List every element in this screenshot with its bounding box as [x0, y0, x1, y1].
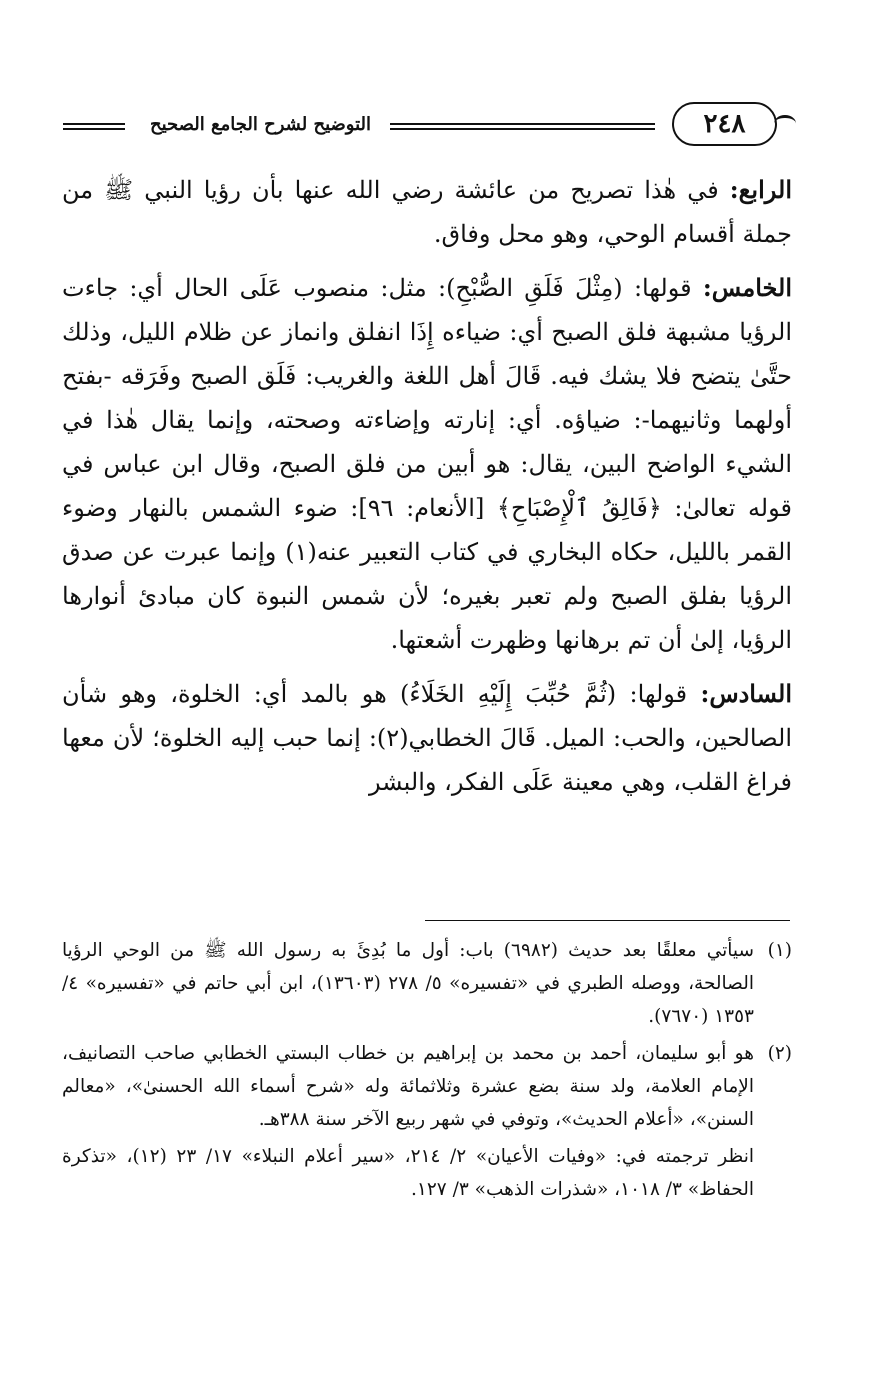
header-rule-right [390, 123, 655, 130]
page-number: ٢٤٨ [703, 109, 746, 139]
footnotes [62, 934, 792, 1206]
book-title: التوضيح لشرح الجامع الصحيح [149, 114, 372, 135]
paragraph-lead: الخامس: [702, 273, 792, 302]
footnote-text: سيأتي معلقًا بعد حديث (٦٩٨٢) باب: أول ما بُدِئَ به رسول الله ﷺ من الوحي الرؤيا الصالحة، ووصله الطبري في «تفسيره» ٥/ ٢٧٨ (١٣٦٠٣)، ابن أبي حاتم في «تفسيره» ٤/ ١٣٥٣ (٧٦٧٠). [62, 940, 755, 1027]
ornament-icon [774, 115, 796, 132]
running-header [60, 100, 790, 160]
paragraph-lead: الرابع: [729, 175, 792, 204]
footnote-1 [62, 934, 792, 1033]
paragraph-fourth [62, 168, 792, 256]
footnote-separator [425, 920, 790, 921]
footnote-2 [62, 1037, 792, 1136]
footnote-marker: (١) [767, 940, 792, 961]
paragraph-text: قولها: (ثُمَّ حُبِّبَ إِلَيْهِ الخَلَاءُ) هو بالمد أي: الخلوة، وهو شأن الصالحين، والحب: الميل. قَالَ الخطابي(٢): إنما حبب إليه الخلوة؛ لأن معها فراغ القلب، وهي معينة عَلَى الفكر، والبشر [62, 680, 792, 796]
paragraph-text: في هٰذا تصريح من عائشة رضي الله عنها بأن رؤيا النبي ﷺ من جملة أقسام الوحي، وهو محل وفاق. [62, 176, 792, 248]
paragraph-sixth [62, 672, 792, 804]
paragraph-lead: السادس: [700, 679, 792, 708]
paragraph-fifth [62, 266, 792, 662]
footnote-text: هو أبو سليمان، أحمد بن محمد بن إبراهيم بن خطاب البستي الخطابي صاحب التصانيف، الإمام العلامة، ولد سنة بضع عشرة وثلاثمائة وله «شرح أسماء الله الحسنىٰ»، «معالم السنن»، «أعلام الحديث»، وتوفي في شهر ربيع الآخر سنة ٣٨٨هـ. [62, 1043, 754, 1130]
page-number-frame [672, 102, 777, 146]
paragraph-text: قولها: (مِثْلَ فَلَقِ الصُّبْحِ): مثل: منصوب عَلَى الحال أي: جاءت الرؤيا مشبهة فلق الصبح أي: ضياءه إِذَا انفلق وانماز عن ظلام الليل، وذلك حتَّىٰ يتضح فلا يشك فيه. قَالَ أهل اللغة والغريب: فَلَق الصبح وفَرَقه -بفتح أولهما وثانيهما-: ضياؤه. أي: إنارته وإضاءته وصحته، وإنما يقال هٰذا في الشيء الواضح البين، يقال: هو أبين من فلق الصبح، وقال ابن عباس في قوله تعالىٰ: ﴿فَالِقُ ٱلْإِصْبَاحِ﴾ [الأنعام: ٩٦]: ضوء الشمس بالنهار وضوء القمر بالليل، حكاه البخاري في كتاب التعبير عنه(١) وإنما عبرت عن صدق الرؤيا بفلق الصبح ولم تعبر بغيره؛ لأن شمس النبوة كان مبادئ أنوارها الرؤيا، إلىٰ أن تم برهانها وظهرت أشعتها. [62, 274, 792, 654]
footnote-2-references: انظر ترجمته في: «وفيات الأعيان» ٢/ ٢١٤، «سير أعلام النبلاء» ١٧/ ٢٣ (١٢)، «تذكرة الحفاظ» ٣/ ١٠١٨، «شذرات الذهب» ٣/ ١٢٧. [62, 1146, 754, 1200]
main-text [62, 168, 792, 814]
header-rule-left [63, 123, 125, 130]
footnote-marker: (٢) [767, 1043, 792, 1064]
